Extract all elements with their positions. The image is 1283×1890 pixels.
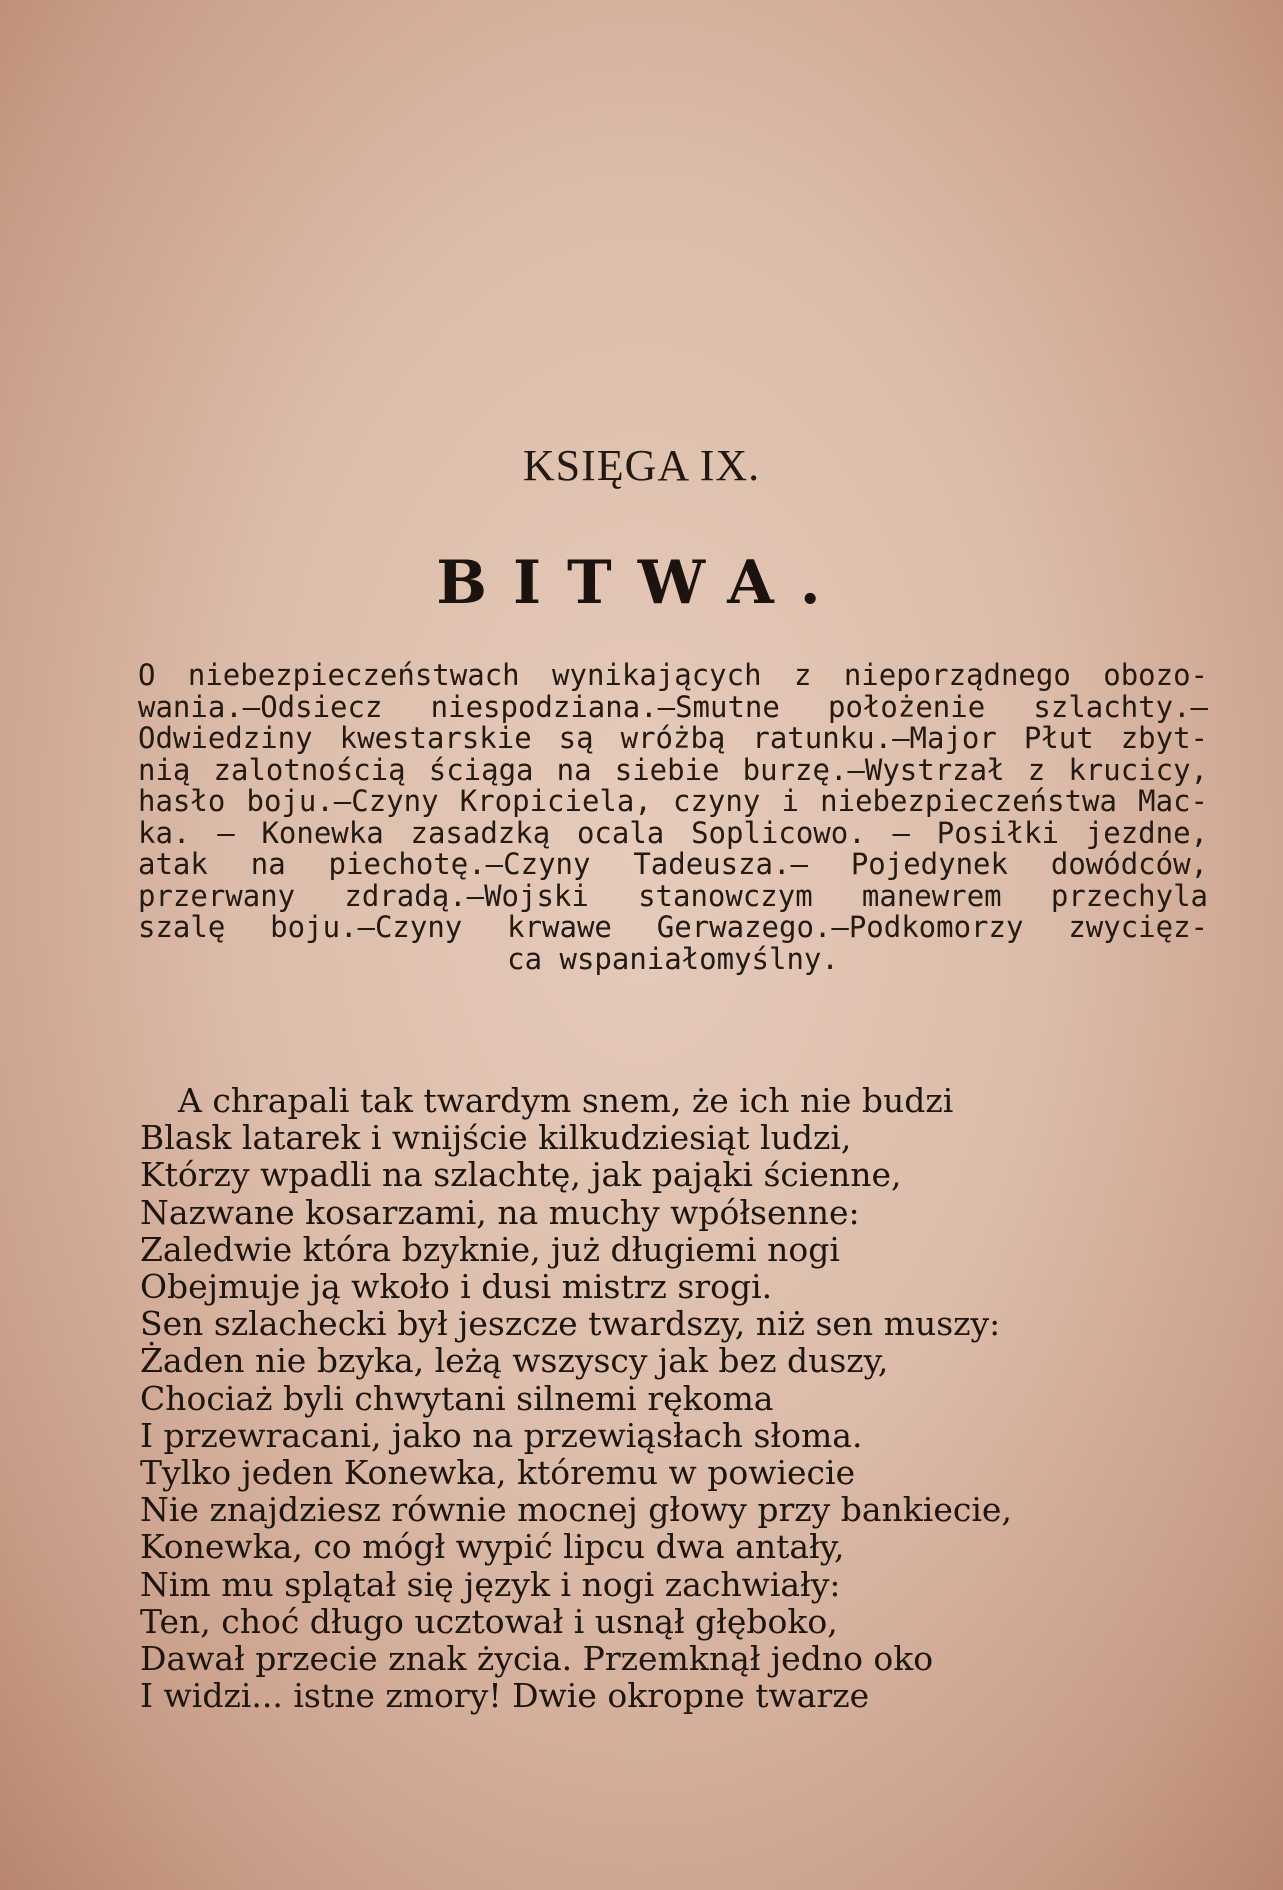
summary-line: szalę boju.—Czyny krwawe Gerwazego.—Podkomorzy zwycięz- [138, 910, 1208, 944]
poem-line: I widzi... istne zmory! Dwie okropne twarze [140, 1676, 870, 1716]
poem-line: Ten, choć długo ucztował i usnął głęboko, [140, 1601, 838, 1641]
poem-line: Tylko jeden Konewka, któremu w powiecie [140, 1453, 856, 1493]
poem-line: Blask latarek i wnijście kilkudziesiąt ludzi, [140, 1118, 852, 1158]
poem-line: Konewka, co mógł wypić lipcu dwa antały, [140, 1527, 845, 1567]
summary-line: nią zalotnością ściąga na siebie burzę.—Wystrzał z krucicy, [138, 752, 1208, 787]
summary-line: Odwiedziny kwestarskie są wróżbą ratunku.—Major Płut zbyt- [138, 721, 1208, 755]
chapter-title: BITWA. [436, 548, 847, 618]
summary-line: wania.—Odsiecz niespodziana.—Smutne położenie szlachty.— [138, 689, 1208, 724]
poem-line: Dawał przecie znak życia. Przemknął jedno oko [140, 1639, 934, 1679]
book-title: KSIĘGA IX. [522, 441, 761, 490]
chapter-summary [138, 660, 1208, 975]
summary-line: przerwany zdradą.—Wojski stanowczym manewrem przechyla [138, 878, 1208, 913]
poem-line: Zaledwie która bzyknie, już długiemi nogi [140, 1229, 840, 1269]
summary-line: ka. — Konewka zasadzką ocala Soplicowo. — Posiłki jezdne, [138, 815, 1208, 850]
poem-line: I przewracani, jako na przewiąsłach słoma. [140, 1415, 863, 1455]
poem-line: A chrapali tak twardym snem, że ich nie budzi [178, 1081, 954, 1120]
summary-line: hasło boju.—Czyny Kropiciela, czyny i niebezpieczeństwa Mac- [138, 784, 1208, 818]
poem-line: Nie znajdziesz równie mocnej głowy przy bankiecie, [140, 1490, 1012, 1530]
poem-line: Nazwane kosarzami, na muchy wpółsenne: [140, 1192, 860, 1232]
poem-line: Którzy wpadli na szlachtę, jak pająki ścienne, [140, 1155, 902, 1195]
summary-line: O niebezpieczeństwach wynikających z nieporządnego obozo- [138, 658, 1208, 692]
summary-line: atak na piechotę.—Czyny Tadeusza.— Pojedynek dowódców, [138, 847, 1208, 881]
poem-line: Chociaż byli chwytani silnemi rękoma [140, 1378, 774, 1418]
summary-line: ca wspaniałomyślny. [507, 941, 839, 976]
poem-line: Obejmuje ją wkoło i dusi mistrz srogi. [140, 1267, 773, 1307]
poem-text [140, 1082, 1170, 1714]
poem-line: Żaden nie bzyka, leżą wszyscy jak bez duszy, [140, 1341, 889, 1381]
poem-line: Sen szlachecki był jeszcze twardszy, niż sen muszy: [140, 1304, 1001, 1344]
poem-line: Nim mu splątał się język i nogi zachwiały: [140, 1564, 841, 1604]
